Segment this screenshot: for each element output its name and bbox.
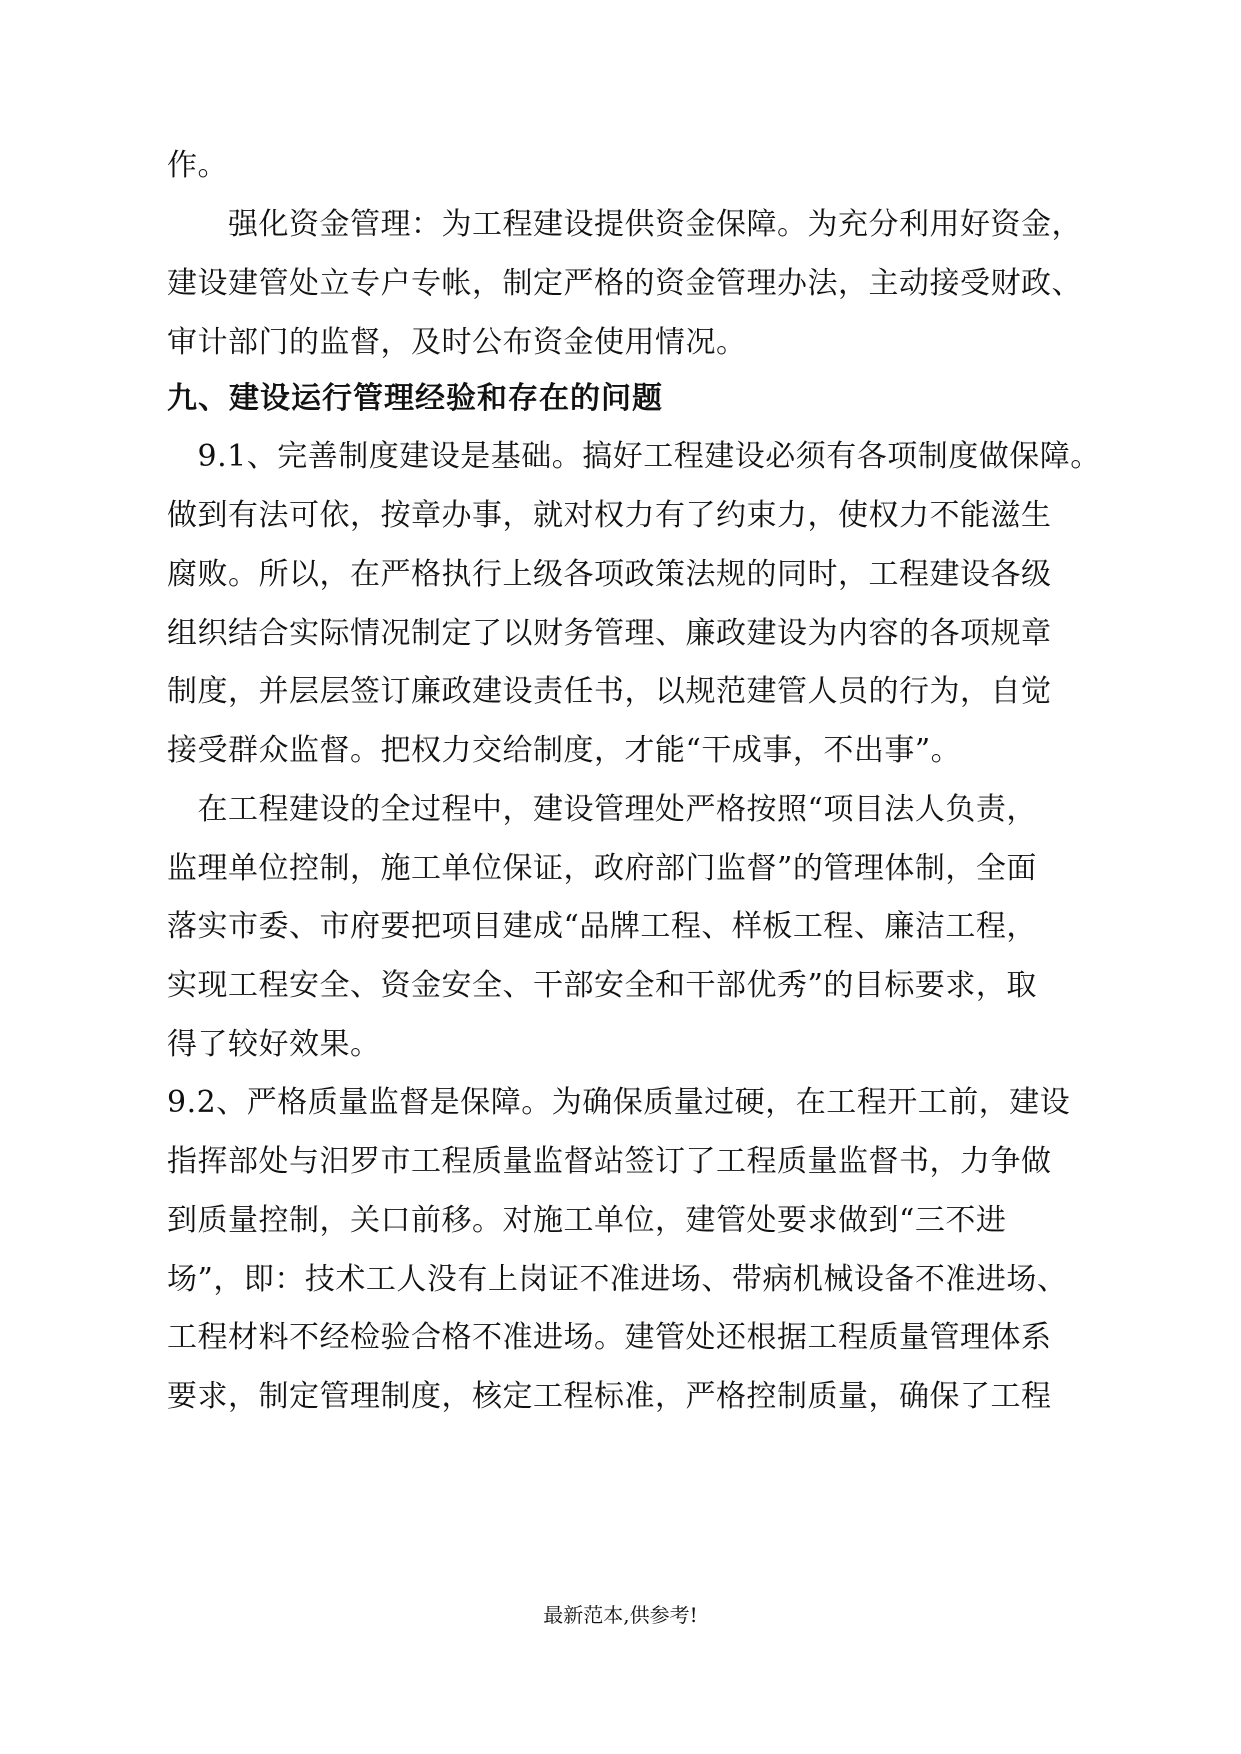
body-text-line: 9.2、严格质量监督是保障。为确保质量过硬，在工程开工前，建设 xyxy=(167,1085,1071,1120)
body-text-line: 接受群众监督。把权力交给制度，才能“干成事，不出事”。 xyxy=(167,733,962,768)
body-text-line: 作。 xyxy=(167,148,228,183)
body-text-line: 落实市委、市府要把项目建成“品牌工程、样板工程、廉洁工程， xyxy=(167,909,1037,944)
body-text-line: 审计部门的监督，及时公布资金使用情况。 xyxy=(167,325,747,360)
body-text-line: 制度，并层层签订廉政建设责任书，以规范建管人员的行为，自觉 xyxy=(167,674,1052,709)
body-text-line: 监理单位控制，施工单位保证，政府部门监督”的管理体制，全面 xyxy=(167,851,1037,886)
body-text-line: 到质量控制，关口前移。对施工单位，建管处要求做到“三不进 xyxy=(167,1203,1007,1238)
body-text-line: 9.1、完善制度建设是基础。搞好工程建设必须有各项制度做保障。 xyxy=(167,439,1101,474)
page-footer: 最新范本,供参考! xyxy=(543,1603,698,1627)
body-text-line: 建设建管处立专户专帐，制定严格的资金管理办法，主动接受财政、 xyxy=(167,266,1082,301)
body-text-line: 实现工程安全、资金安全、干部安全和干部优秀”的目标要求，取 xyxy=(167,968,1037,1003)
body-text-line: 工程材料不经检验合格不准进场。建管处还根据工程质量管理体系 xyxy=(167,1320,1052,1355)
body-text-line: 在工程建设的全过程中，建设管理处严格按照“项目法人负责， xyxy=(167,792,1037,827)
body-text-line: 腐败。所以，在严格执行上级各项政策法规的同时，工程建设各级 xyxy=(167,557,1052,592)
body-text-line: 得了较好效果。 xyxy=(167,1027,381,1062)
body-text-line: 要求，制定管理制度，核定工程标准，严格控制质量，确保了工程 xyxy=(167,1379,1052,1414)
body-text-line: 指挥部处与汨罗市工程质量监督站签订了工程质量监督书，力争做 xyxy=(167,1144,1052,1179)
section-heading: 九、建设运行管理经验和存在的问题 xyxy=(167,381,663,416)
body-text-line: 组织结合实际情况制定了以财务管理、廉政建设为内容的各项规章 xyxy=(167,616,1052,651)
body-text-line: 强化资金管理：为工程建设提供资金保障。为充分利用好资金， xyxy=(167,207,1082,242)
body-text-line: 做到有法可依，按章办事，就对权力有了约束力，使权力不能滋生 xyxy=(167,498,1052,533)
body-text-line: 场”，即：技术工人没有上岗证不准进场、带病机械设备不准进场、 xyxy=(167,1262,1068,1297)
